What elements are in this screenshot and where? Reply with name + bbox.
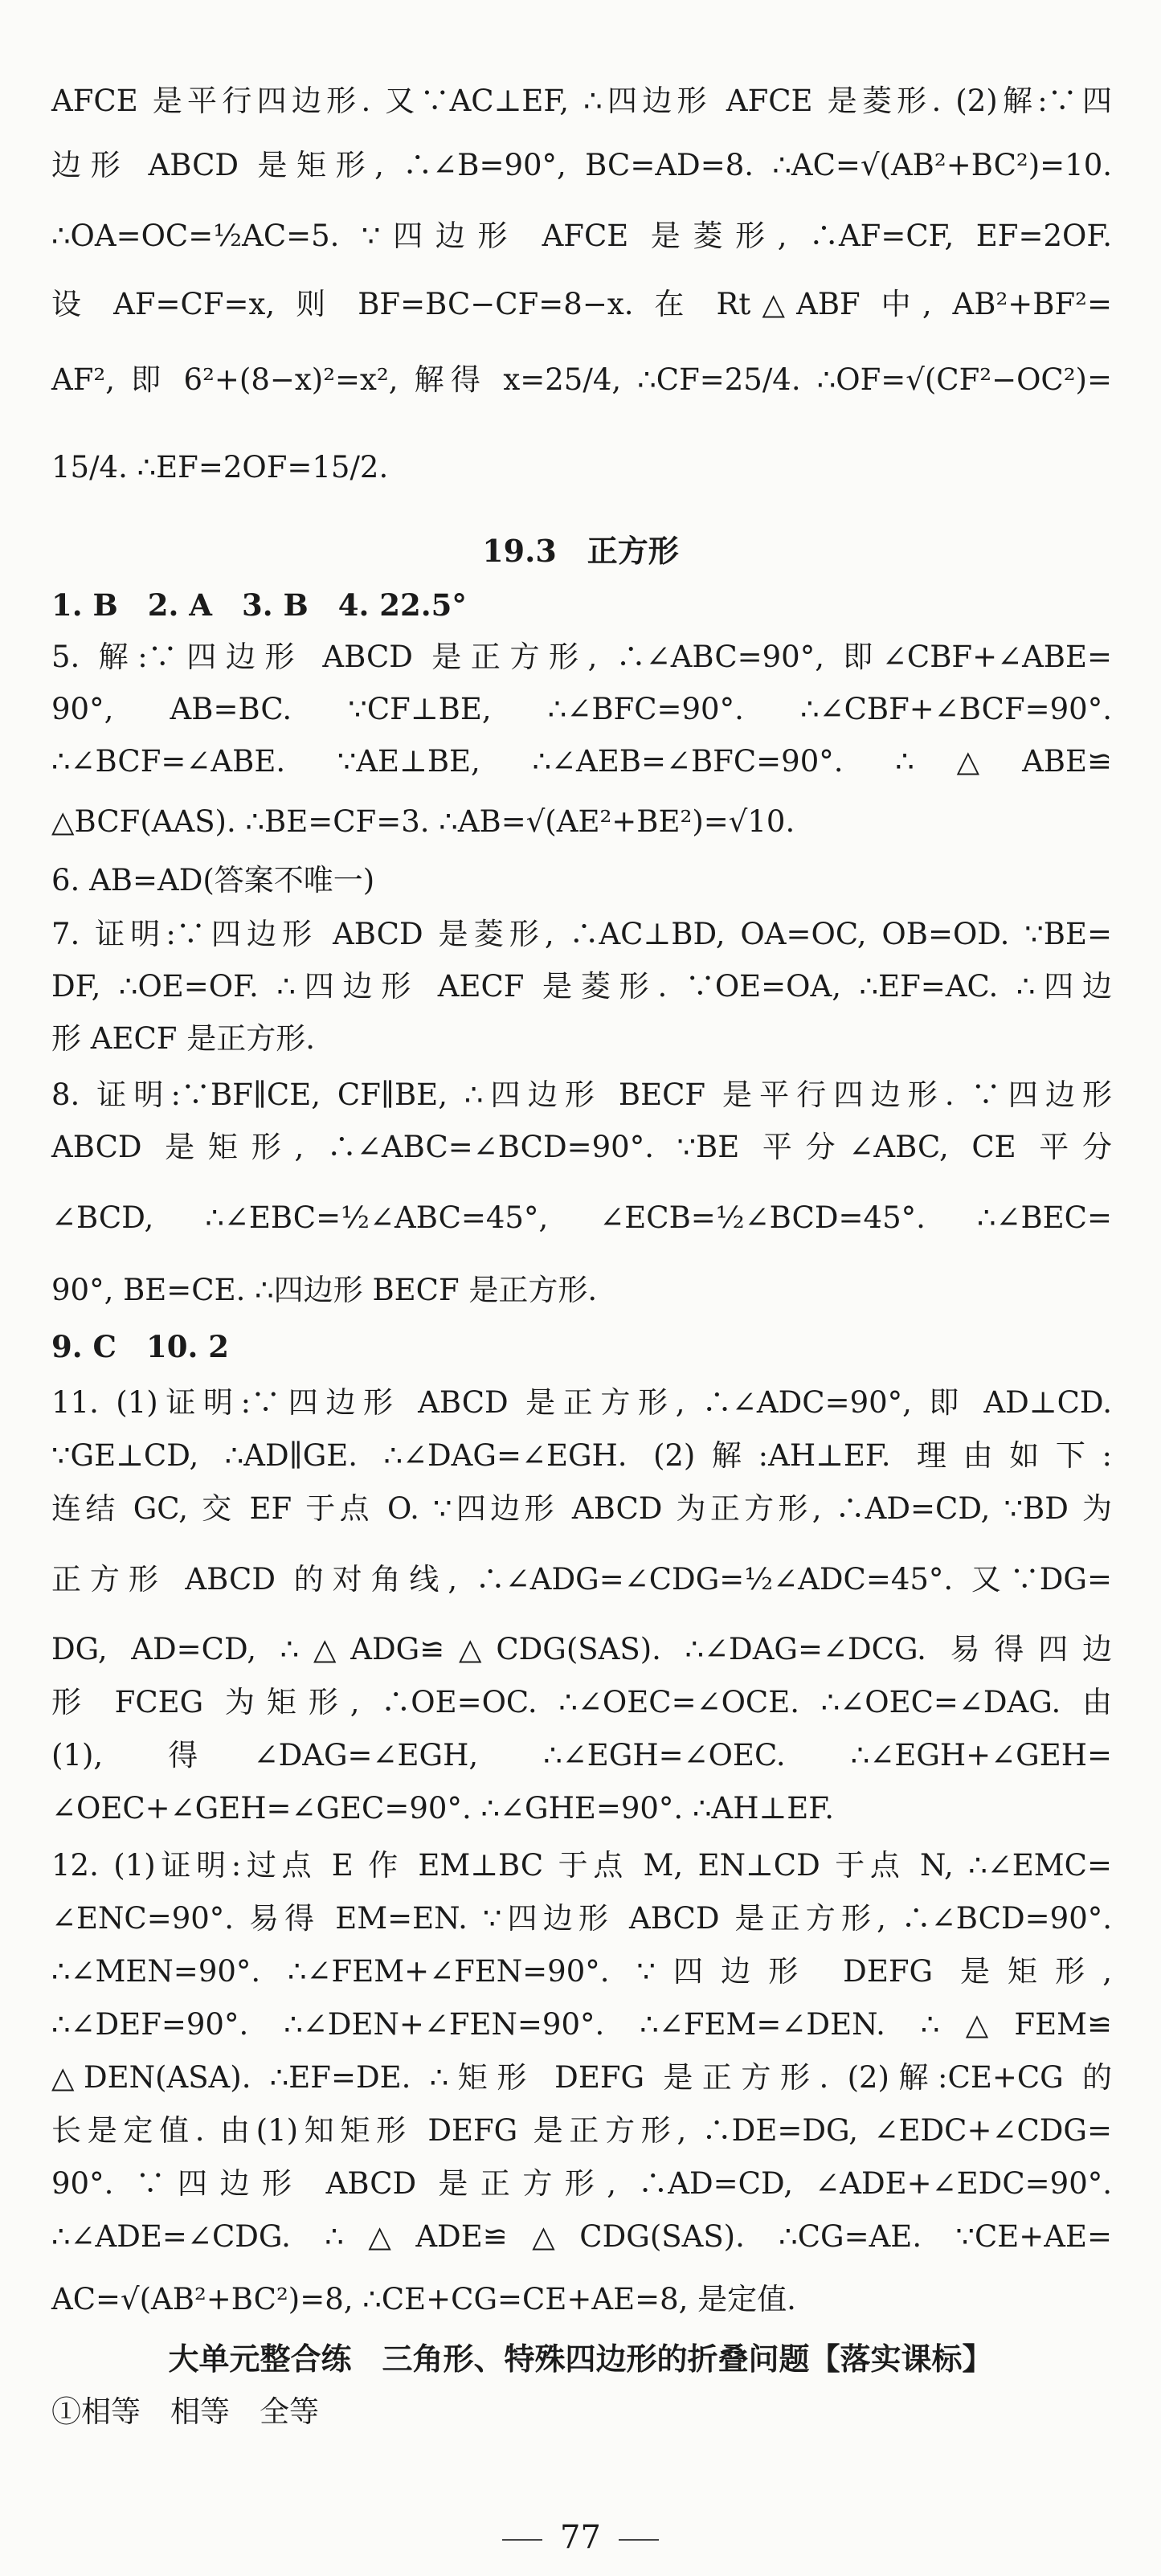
answer-line: 8. 证明:∵BF∥CE, CF∥BE, ∴四边形 BECF 是平行四边形. ∵四边形	[51, 1077, 1112, 1112]
text-line: ∴OA=OC=½AC=5. ∵四边形 AFCE 是菱形, ∴AF=CF, EF=2OF.	[51, 219, 1112, 253]
text-line: 形 FCEG 为矩形, ∴OE=OC. ∴∠OEC=∠OCE. ∴∠OEC=∠DAG. 由	[51, 1685, 1112, 1719]
answer-line: 1. B 2. A 3. B 4. 22.5°	[51, 587, 467, 623]
text-line: △DEN(ASA). ∴EF=DE. ∴矩形 DEFG 是正方形. (2)解:CE+CG 的	[51, 2060, 1112, 2095]
answer-line: 6. AB=AD(答案不唯一)	[51, 863, 375, 898]
answer-line: 7. 证明:∵四边形 ABCD 是菱形, ∴AC⊥BD, OA=OC, OB=OD. ∵BE=	[51, 917, 1112, 951]
text-line: 边形 ABCD 是矩形, ∴∠B=90°, BC=AD=8. ∴AC=√(AB²+BC²)=10.	[51, 148, 1112, 182]
text-line: ∠ENC=90°. 易得 EM=EN. ∵四边形 ABCD 是正方形, ∴∠BCD=90°.	[51, 1901, 1112, 1936]
text-line: AC=√(AB²+BC²)=8, ∴CE+CG=CE+AE=8, 是定值.	[51, 2282, 796, 2316]
text-line: 90°, AB=BC. ∵CF⊥BE, ∴∠BFC=90°. ∴∠CBF+∠BCF=90°.	[51, 692, 1112, 726]
text-line: ∠OEC+∠GEH=∠GEC=90°. ∴∠GHE=90°. ∴AH⊥EF.	[51, 1791, 834, 1826]
text-line: DG, AD=CD, ∴△ADG≌△CDG(SAS). ∴∠DAG=∠DCG. 易得四边	[51, 1632, 1112, 1666]
text-line: 90°, BE=CE. ∴四边形 BECF 是正方形.	[51, 1273, 598, 1307]
text-line: (1), 得∠DAG=∠EGH, ∴∠EGH=∠OEC. ∴∠EGH+∠GEH=	[51, 1738, 1112, 1773]
text-line: ABCD 是矩形, ∴∠ABC=∠BCD=90°. ∵BE 平分∠ABC, CE 平分	[51, 1130, 1112, 1164]
text-line: DF, ∴OE=OF. ∴四边形 AECF 是菱形. ∵OE=OA, ∴EF=AC. ∴四边	[51, 969, 1112, 1004]
page-footer	[0, 2519, 1161, 2556]
answer-line: 9. C 10. 2	[51, 1329, 229, 1364]
text-line: 长是定值. 由(1)知矩形 DEFG 是正方形, ∴DE=DG, ∠EDC+∠CDG=	[51, 2113, 1112, 2148]
answer-line: 12. (1)证明:过点 E 作 EM⊥BC 于点 M, EN⊥CD 于点 N, ∴∠EMC=	[51, 1848, 1112, 1883]
text-line: 正方形 ABCD 的对角线, ∴∠ADG=∠CDG=½∠ADC=45°. 又∵DG=	[51, 1562, 1112, 1597]
footer-dash	[502, 2539, 542, 2541]
text-line: ∴∠ADE=∠CDG. ∴△ADE≌△CDG(SAS). ∴CG=AE. ∵CE+AE=	[51, 2219, 1112, 2254]
text-line: △BCF(AAS). ∴BE=CF=3. ∴AB=√(AE²+BE²)=√10.	[51, 804, 795, 839]
text-line: 15/4. ∴EF=2OF=15/2.	[51, 450, 389, 485]
text-line: AFCE 是平行四边形. 又∵AC⊥EF, ∴四边形 AFCE 是菱形. (2)解:∵四	[51, 84, 1112, 118]
text-line: ①相等 相等 全等	[51, 2394, 319, 2429]
text-line: 连结 GC, 交 EF 于点 O. ∵四边形 ABCD 为正方形, ∴AD=CD, ∵BD 为	[51, 1491, 1112, 1526]
text-line: AF², 即 6²+(8−x)²=x², 解得 x=25/4, ∴CF=25/4. ∴OF=√(CF²−OC²)=	[51, 362, 1112, 397]
answer-line: 11. (1)证明:∵四边形 ABCD 是正方形, ∴∠ADC=90°, 即 AD⊥CD.	[51, 1385, 1112, 1420]
text-line: ∴∠DEF=90°. ∴∠DEN+∠FEN=90°. ∴∠FEM=∠DEN. ∴△FEM≌	[51, 2007, 1112, 2042]
text-line: ∠BCD, ∴∠EBC=½∠ABC=45°, ∠ECB=½∠BCD=45°. ∴∠BEC=	[51, 1200, 1112, 1235]
text-line: ∴∠MEN=90°. ∴∠FEM+∠FEN=90°. ∵四边形 DEFG 是矩形,	[51, 1954, 1112, 1989]
page-number: 77	[560, 2519, 601, 2556]
text-line: 90°. ∵四边形 ABCD 是正方形, ∴AD=CD, ∠ADE+∠EDC=90°.	[51, 2166, 1112, 2201]
section-title: 19.3 正方形	[482, 533, 679, 569]
text-line: 形 AECF 是正方形.	[51, 1021, 315, 1056]
footer-dash	[619, 2539, 659, 2541]
text-line: ∵GE⊥CD, ∴AD∥GE. ∴∠DAG=∠EGH. (2)解:AH⊥EF. 理由如下:	[51, 1438, 1112, 1473]
text-line: ∴∠BCF=∠ABE. ∵AE⊥BE, ∴∠AEB=∠BFC=90°. ∴△ABE≌	[51, 744, 1112, 779]
answer-line: 5. 解:∵四边形 ABCD 是正方形, ∴∠ABC=90°, 即∠CBF+∠ABE=	[51, 640, 1112, 674]
unit-title: 大单元整合练 三角形、特殊四边形的折叠问题【落实课标】	[168, 2341, 993, 2377]
text-line: 设 AF=CF=x, 则 BF=BC−CF=8−x. 在 Rt△ABF 中, AB²+BF²=	[51, 287, 1112, 321]
